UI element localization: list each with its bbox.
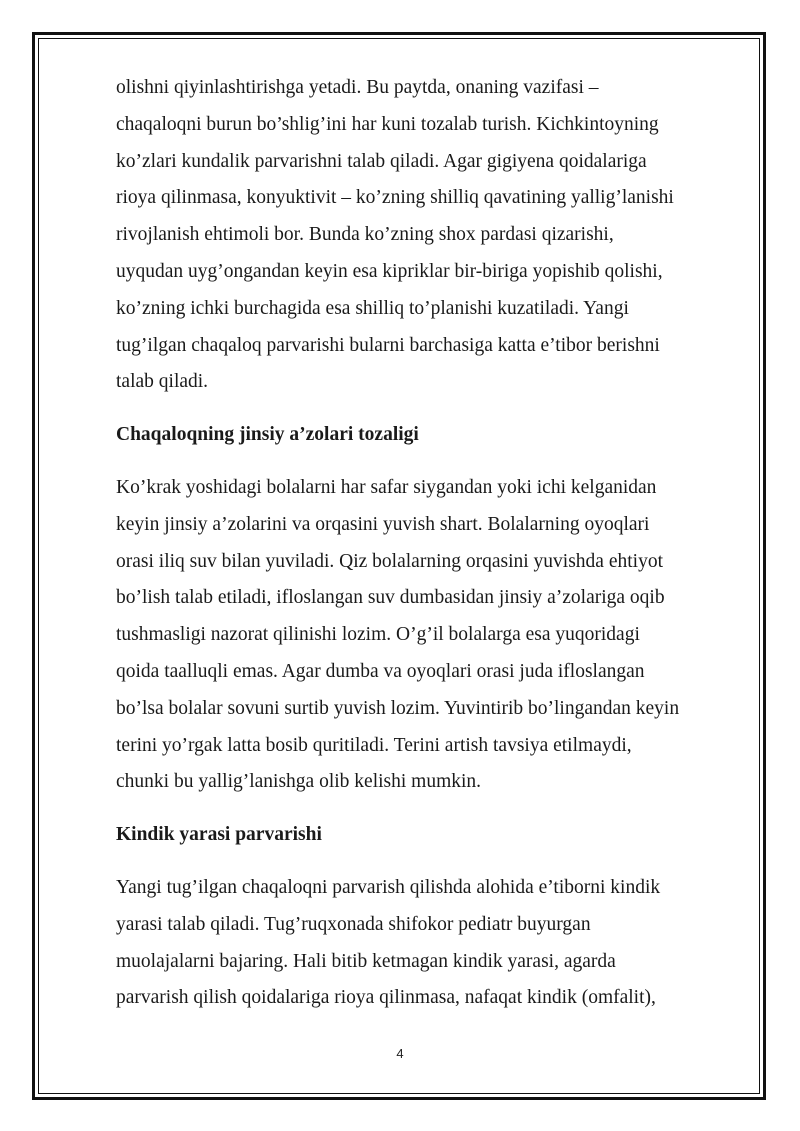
paragraph-line: muolajalarni bajaring. Hali bitib ketmagan kindik yarasi, agarda [116,950,616,972]
paragraph-line: rivojlanish ehtimoli bor. Bunda ko’zning shox pardasi qizarishi, [116,224,614,246]
paragraph-line: orasi iliq suv bilan yuviladi. Qiz bolalarning orqasini yuvishda ehtiyot [116,550,663,572]
paragraph-line: bo’lsa bolalar sovuni surtib yuvish lozim. Yuvintirib bo’lingandan keyin [116,697,680,719]
paragraph-line: talab qiladi. [116,371,209,393]
paragraph-line: bo’lish talab etiladi, ifloslangan suv dumbasidan jinsiy a’zolariga oqib [116,587,665,609]
paragraph-line: rioya qilinmasa, konyuktivit – ko’zning shilliq qavatining yallig’lanishi [116,187,674,209]
paragraph-line: ko’zning ichki burchagida esa shilliq to’planishi kuzatiladi. Yangi [116,297,629,319]
paragraph-line: keyin jinsiy a’zolarini va orqasini yuvish shart. Bolalarning oyoqlari [116,513,650,535]
paragraph-line: Yangi tug’ilgan chaqaloqni parvarish qilishda alohida e’tiborni kindik [116,876,661,898]
section-heading-umbilical-care: Kindik yarasi parvarishi [116,824,322,846]
paragraph-line: ko’zlari kundalik parvarishni talab qiladi. Agar gigiyena qoidalariga [116,150,647,172]
paragraph-3 [116,870,742,1017]
page-number: 4 [396,1046,404,1061]
paragraph-line: Ko’krak yoshidagi bolalarni har safar siygandan yoki ichi kelganidan [116,476,657,498]
paragraph-line: chunki bu yallig’lanishga olib kelishi mumkin. [116,771,482,793]
paragraph-line: terini yo’rgak latta bosib quritiladi. Terini artish tavsiya etilmaydi, [116,734,632,756]
paragraph-line: chaqaloqni burun bo’shlig’ini har kuni tozalab turish. Kichkintoyning [116,113,659,135]
section-heading-genital-hygiene: Chaqaloqning jinsiy a’zolari tozaligi [116,424,419,446]
paragraph-line: tushmasligi nazorat qilinishi lozim. O’g’il bolalarga esa yuqoridagi [116,624,640,646]
paragraph-1 [116,70,742,401]
paragraph-line: uyqudan uyg’ongandan keyin esa kipriklar bir-biriga yopishib qolishi, [116,260,663,282]
paragraph-line: yarasi talab qiladi. Tug’ruqxonada shifokor pediatr buyurgan [116,913,591,935]
paragraph-line: olishni qiyinlashtirishga yetadi. Bu paytda, onaning vazifasi – [116,77,599,98]
paragraph-2 [116,470,742,801]
page-content [116,70,742,1017]
paragraph-line: parvarish qilish qoidalariga rioya qilinmasa, nafaqat kindik (omfalit), [116,987,656,1009]
paragraph-line: qoida taalluqli emas. Agar dumba va oyoqlari orasi juda ifloslangan [116,660,645,682]
paragraph-line: tug’ilgan chaqaloq parvarishi bularni barchasiga katta e’tibor berishni [116,334,660,356]
